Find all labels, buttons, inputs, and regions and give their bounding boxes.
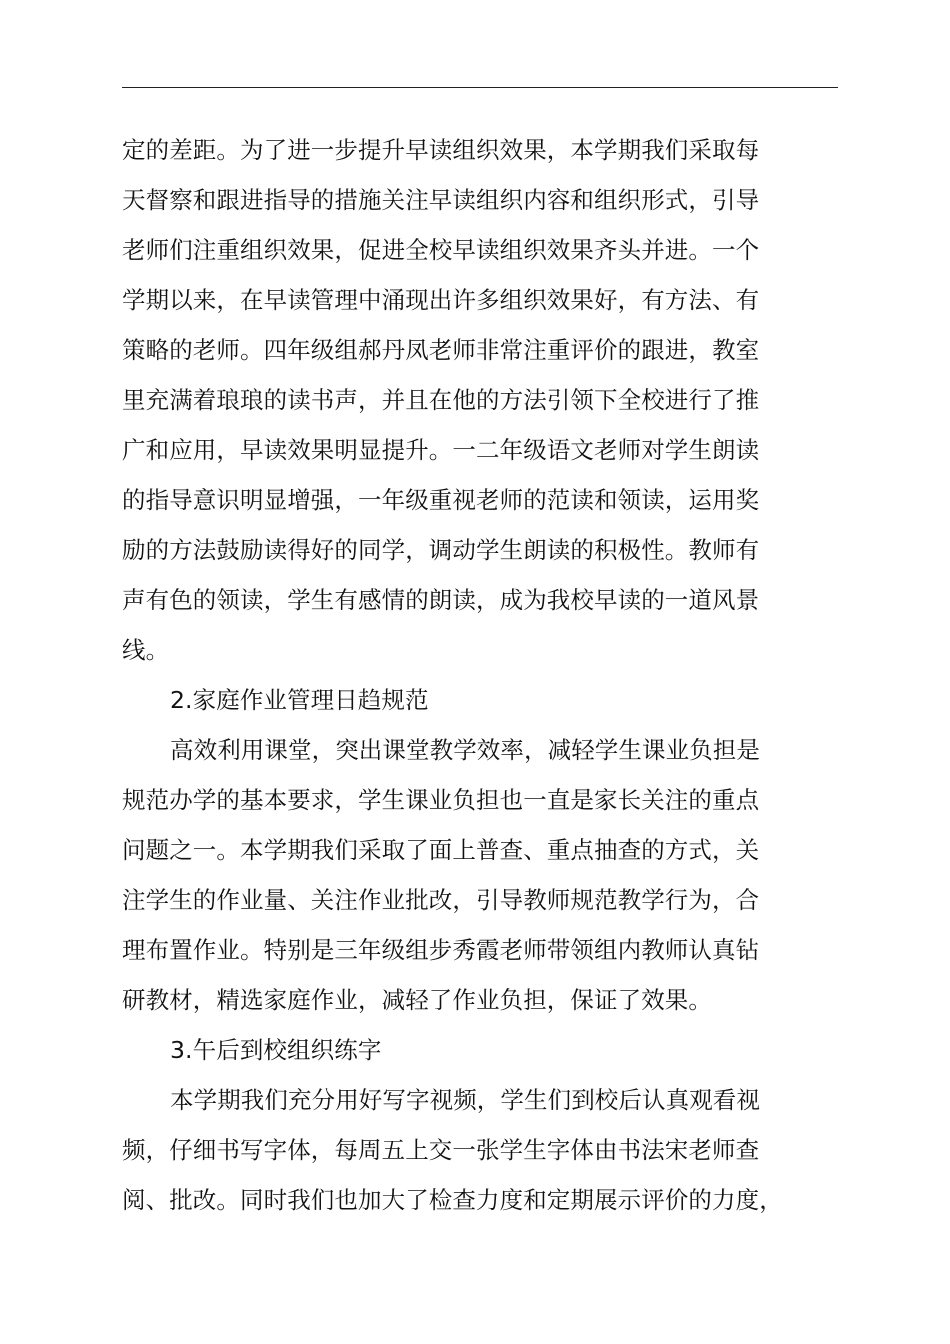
text-line: 问题之一。本学期我们采取了面上普查、重点抽查的方式，关 — [122, 836, 760, 864]
text-line: 里充满着琅琅的读书声，并且在他的方法引领下全校进行了推 — [122, 386, 760, 414]
text-line: 规范办学的基本要求，学生课业负担也一直是家长关注的重点 — [122, 786, 760, 814]
text-line: 注学生的作业量、关注作业批改，引导教师规范教学行为，合 — [122, 886, 760, 914]
text-line: 研教材，精选家庭作业，减轻了作业负担，保证了效果。 — [122, 986, 712, 1014]
text-line: 理布置作业。特别是三年级组步秀霞老师带领组内教师认真钻 — [122, 936, 760, 964]
text-line: 本学期我们充分用好写字视频，学生们到校后认真观看视 — [170, 1086, 760, 1114]
text-line: 线。 — [122, 636, 170, 664]
header-rule — [122, 87, 838, 88]
text-line: 2.家庭作业管理日趋规范 — [170, 686, 429, 714]
text-line: 声有色的领读，学生有感情的朗读，成为我校早读的一道风景 — [122, 586, 760, 614]
text-line: 3.午后到校组织练字 — [170, 1036, 382, 1064]
text-line: 频，仔细书写字体，每周五上交一张学生字体由书法宋老师查 — [122, 1136, 760, 1164]
text-line: 定的差距。为了进一步提升早读组织效果，本学期我们采取每 — [122, 136, 760, 164]
text-line: 励的方法鼓励读得好的同学，调动学生朗读的积极性。教师有 — [122, 536, 760, 564]
text-line: 高效利用课堂，突出课堂教学效率，减轻学生课业负担是 — [170, 736, 760, 764]
text-line: 天督察和跟进指导的措施关注早读组织内容和组织形式，引导 — [122, 186, 760, 214]
text-line: 广和应用，早读效果明显提升。一二年级语文老师对学生朗读 — [122, 436, 760, 464]
text-line: 阅、批改。同时我们也加大了检查力度和定期展示评价的力度， — [122, 1186, 783, 1214]
text-line: 老师们注重组织效果，促进全校早读组织效果齐头并进。一个 — [122, 236, 760, 264]
text-line: 的指导意识明显增强，一年级重视老师的范读和领读，运用奖 — [122, 486, 760, 514]
text-line: 学期以来，在早读管理中涌现出许多组织效果好，有方法、有 — [122, 286, 760, 314]
body-text — [122, 125, 862, 1225]
text-line: 策略的老师。四年级组郝丹凤老师非常注重评价的跟进，教室 — [122, 336, 760, 364]
